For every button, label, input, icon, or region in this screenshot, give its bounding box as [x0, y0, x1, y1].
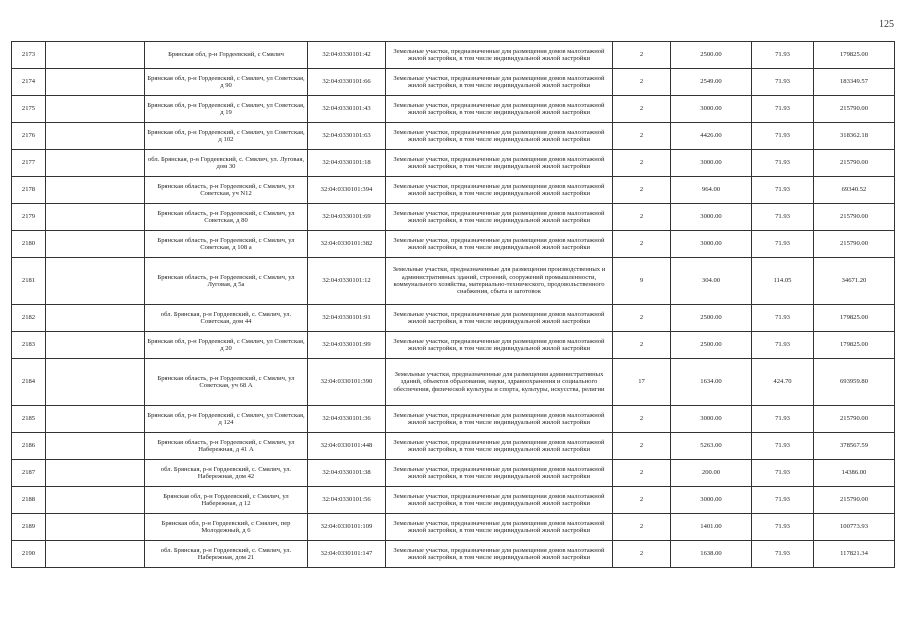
row-number-cell: 2177 [12, 150, 46, 177]
area-cell: 3000.00 [671, 231, 752, 258]
address-cell: обл. Брянская, р-н Гордеевский, с. Смялич, ул. Набережная, дом 21 [145, 541, 308, 568]
cadastral-number-cell: 32:04:0330101:63 [308, 123, 386, 150]
table-row [12, 69, 895, 96]
group-number-cell: 2 [613, 42, 671, 69]
cadastral-value-cell: 215790.00 [814, 204, 895, 231]
cadastral-rate-cell: 114.05 [752, 258, 814, 305]
table-row [12, 541, 895, 568]
cadastral-value-cell: 179825.00 [814, 332, 895, 359]
empty-cell [46, 177, 145, 204]
empty-cell [46, 433, 145, 460]
group-number-cell: 2 [613, 204, 671, 231]
cadastral-number-cell: 32:04:0330101:147 [308, 541, 386, 568]
table-row [12, 177, 895, 204]
cadastral-rate-cell: 71.93 [752, 406, 814, 433]
row-number-cell: 2174 [12, 69, 46, 96]
cadastral-rate-cell: 424.70 [752, 359, 814, 406]
cadastral-number-cell: 32:04:0330101:56 [308, 487, 386, 514]
area-cell: 2500.00 [671, 305, 752, 332]
cadastral-rate-cell: 71.93 [752, 204, 814, 231]
group-number-cell: 2 [613, 123, 671, 150]
group-number-cell: 2 [613, 460, 671, 487]
area-cell: 3000.00 [671, 487, 752, 514]
cadastral-number-cell: 32:04:0330101:38 [308, 460, 386, 487]
address-cell: Брянская область, р-н Гордеевский, с Смялич, ул Набережная, д 41 А [145, 433, 308, 460]
area-cell: 5263.00 [671, 433, 752, 460]
row-number-cell: 2184 [12, 359, 46, 406]
empty-cell [46, 69, 145, 96]
row-number-cell: 2181 [12, 258, 46, 305]
row-number-cell: 2188 [12, 487, 46, 514]
row-number-cell: 2185 [12, 406, 46, 433]
area-cell: 3000.00 [671, 96, 752, 123]
cadastral-rate-cell: 71.93 [752, 514, 814, 541]
cadastral-value-cell: 378567.59 [814, 433, 895, 460]
cadastral-number-cell: 32:04:0330101:36 [308, 406, 386, 433]
address-cell: обл. Брянская, р-н Гордеевский, с. Смялич, ул. Советская, дом 44 [145, 305, 308, 332]
empty-cell [46, 514, 145, 541]
area-cell: 2549.00 [671, 69, 752, 96]
cadastral-rate-cell: 71.93 [752, 69, 814, 96]
table-row [12, 332, 895, 359]
land-use-purpose-cell: Земельные участки, предназначенные для размещения домов малоэтажной жилой застройки, в том числе индивидуальной жилой застройки [386, 150, 613, 177]
empty-cell [46, 359, 145, 406]
cadastral-value-cell: 215790.00 [814, 406, 895, 433]
group-number-cell: 2 [613, 231, 671, 258]
cadastral-rate-cell: 71.93 [752, 96, 814, 123]
address-cell: Брянская обл, р-н Гордеевский, с Смялич, ул Советская, д 20 [145, 332, 308, 359]
cadastral-rate-cell: 71.93 [752, 541, 814, 568]
cadastral-value-cell: 34671.20 [814, 258, 895, 305]
table-row [12, 305, 895, 332]
cadastral-number-cell: 32:04:0330101:42 [308, 42, 386, 69]
group-number-cell: 2 [613, 305, 671, 332]
cadastral-rate-cell: 71.93 [752, 177, 814, 204]
table-row [12, 460, 895, 487]
address-cell: обл. Брянская, р-н Гордеевский, с. Смялич, ул. Луговая, дом 30 [145, 150, 308, 177]
cadastral-value-cell: 215790.00 [814, 96, 895, 123]
area-cell: 4426.00 [671, 123, 752, 150]
empty-cell [46, 123, 145, 150]
area-cell: 964.00 [671, 177, 752, 204]
cadastral-value-cell: 14386.00 [814, 460, 895, 487]
cadastral-value-cell: 179825.00 [814, 42, 895, 69]
cadastral-value-cell: 69340.52 [814, 177, 895, 204]
land-use-purpose-cell: Земельные участки, предназначенные для размещения домов малоэтажной жилой застройки, в том числе индивидуальной жилой застройки [386, 42, 613, 69]
land-use-purpose-cell: Земельные участки, предназначенные для размещения домов малоэтажной жилой застройки, в том числе индивидуальной жилой застройки [386, 460, 613, 487]
land-use-purpose-cell: Земельные участки, предназначенные для размещения домов малоэтажной жилой застройки, в том числе индивидуальной жилой застройки [386, 305, 613, 332]
group-number-cell: 2 [613, 150, 671, 177]
area-cell: 3000.00 [671, 150, 752, 177]
row-number-cell: 2187 [12, 460, 46, 487]
area-cell: 1401.00 [671, 514, 752, 541]
group-number-cell: 2 [613, 406, 671, 433]
row-number-cell: 2176 [12, 123, 46, 150]
registry-table-body [12, 42, 895, 568]
empty-cell [46, 460, 145, 487]
table-row [12, 258, 895, 305]
cadastral-value-cell: 179825.00 [814, 305, 895, 332]
cadastral-rate-cell: 71.93 [752, 460, 814, 487]
land-use-purpose-cell: Земельные участки, предназначенные для размещения домов малоэтажной жилой застройки, в том числе индивидуальной жилой застройки [386, 514, 613, 541]
land-use-purpose-cell: Земельные участки, предназначенные для размещения производственных и административных зданий, строений, сооружений промышленности, коммунального хозяйства, материально-технического, продовольственного снабжения, сбыта и заготовок [386, 258, 613, 305]
table-row [12, 96, 895, 123]
address-cell: Брянская обл, р-н Гордеевский, с Смялич, ул Набережная, д 12 [145, 487, 308, 514]
cadastral-value-cell: 318362.18 [814, 123, 895, 150]
cadastral-value-cell: 215790.00 [814, 150, 895, 177]
cadastral-number-cell: 32:04:0330101:99 [308, 332, 386, 359]
cadastral-number-cell: 32:04:0330101:18 [308, 150, 386, 177]
row-number-cell: 2190 [12, 541, 46, 568]
address-cell: обл. Брянская, р-н Гордеевский, с. Смялич, ул. Набережная, дом 42 [145, 460, 308, 487]
empty-cell [46, 305, 145, 332]
land-use-purpose-cell: Земельные участки, предназначенные для размещения домов малоэтажной жилой застройки, в том числе индивидуальной жилой застройки [386, 433, 613, 460]
row-number-cell: 2178 [12, 177, 46, 204]
area-cell: 304.00 [671, 258, 752, 305]
table-row [12, 42, 895, 69]
cadastral-number-cell: 32:04:0330101:12 [308, 258, 386, 305]
cadastral-number-cell: 32:04:0330101:66 [308, 69, 386, 96]
empty-cell [46, 258, 145, 305]
empty-cell [46, 96, 145, 123]
address-cell: Брянская область, р-н Гордеевский, с Смялич, ул Луговая, д 5а [145, 258, 308, 305]
address-cell: Брянская обл, р-н Гордеевский, с Смялич, ул Советская, д 90 [145, 69, 308, 96]
group-number-cell: 2 [613, 177, 671, 204]
empty-cell [46, 204, 145, 231]
page-number: 125 [879, 19, 894, 30]
empty-cell [46, 332, 145, 359]
address-cell: Брянская область, р-н Гордеевский, с Смялич, ул Советская, уч N12 [145, 177, 308, 204]
cadastral-rate-cell: 71.93 [752, 150, 814, 177]
group-number-cell: 9 [613, 258, 671, 305]
table-row [12, 150, 895, 177]
empty-cell [46, 42, 145, 69]
group-number-cell: 17 [613, 359, 671, 406]
empty-cell [46, 541, 145, 568]
address-cell: Брянская обл, р-н Гордеевский, с Смялич, ул Советская, д 102 [145, 123, 308, 150]
table-row [12, 406, 895, 433]
land-use-purpose-cell: Земельные участки, предназначенные для размещения административных зданий, объектов образования, науки, здравоохранения и социального обеспечения, физической культуры и спорта, культуры, искусства, религии [386, 359, 613, 406]
address-cell: Брянская обл, р-н Гордеевский, с Смялич, ул Советская, д 124 [145, 406, 308, 433]
cadastral-rate-cell: 71.93 [752, 305, 814, 332]
row-number-cell: 2183 [12, 332, 46, 359]
land-use-purpose-cell: Земельные участки, предназначенные для размещения домов малоэтажной жилой застройки, в том числе индивидуальной жилой застройки [386, 204, 613, 231]
group-number-cell: 2 [613, 433, 671, 460]
cadastral-value-cell: 100773.93 [814, 514, 895, 541]
area-cell: 3000.00 [671, 406, 752, 433]
land-plot-registry-table [11, 41, 895, 568]
land-use-purpose-cell: Земельные участки, предназначенные для размещения домов малоэтажной жилой застройки, в том числе индивидуальной жилой застройки [386, 69, 613, 96]
row-number-cell: 2180 [12, 231, 46, 258]
cadastral-number-cell: 32:04:0330101:69 [308, 204, 386, 231]
address-cell: Брянская обл, р-н Гордеевский, с Смялич, ул Советская, д 19 [145, 96, 308, 123]
row-number-cell: 2182 [12, 305, 46, 332]
table-row [12, 123, 895, 150]
table-row [12, 487, 895, 514]
address-cell: Брянская обл, р-н Гордеевский, с Смялич [145, 42, 308, 69]
empty-cell [46, 487, 145, 514]
land-use-purpose-cell: Земельные участки, предназначенные для размещения домов малоэтажной жилой застройки, в том числе индивидуальной жилой застройки [386, 231, 613, 258]
cadastral-rate-cell: 71.93 [752, 433, 814, 460]
area-cell: 2500.00 [671, 332, 752, 359]
cadastral-number-cell: 32:04:0330101:43 [308, 96, 386, 123]
area-cell: 1634.00 [671, 359, 752, 406]
land-use-purpose-cell: Земельные участки, предназначенные для размещения домов малоэтажной жилой застройки, в том числе индивидуальной жилой застройки [386, 541, 613, 568]
cadastral-rate-cell: 71.93 [752, 123, 814, 150]
land-use-purpose-cell: Земельные участки, предназначенные для размещения домов малоэтажной жилой застройки, в том числе индивидуальной жилой застройки [386, 487, 613, 514]
land-use-purpose-cell: Земельные участки, предназначенные для размещения домов малоэтажной жилой застройки, в том числе индивидуальной жилой застройки [386, 332, 613, 359]
cadastral-number-cell: 32:04:0330101:448 [308, 433, 386, 460]
address-cell: Брянская область, р-н Гордеевский, с Смялич, ул Советская, д 80 [145, 204, 308, 231]
area-cell: 200.00 [671, 460, 752, 487]
address-cell: Брянская область, р-н Гордеевский, с Смялич, ул Советская, уч 68 А [145, 359, 308, 406]
group-number-cell: 2 [613, 332, 671, 359]
cadastral-value-cell: 215790.00 [814, 487, 895, 514]
area-cell: 1638.00 [671, 541, 752, 568]
address-cell: Брянская обл, р-н Гордеевский, с Смялич, пер Молодежный, д 6 [145, 514, 308, 541]
cadastral-value-cell: 215790.00 [814, 231, 895, 258]
table-row [12, 514, 895, 541]
cadastral-value-cell: 117821.34 [814, 541, 895, 568]
table-row [12, 433, 895, 460]
row-number-cell: 2179 [12, 204, 46, 231]
cadastral-number-cell: 32:04:0330101:382 [308, 231, 386, 258]
group-number-cell: 2 [613, 487, 671, 514]
cadastral-number-cell: 32:04:0330101:91 [308, 305, 386, 332]
row-number-cell: 2175 [12, 96, 46, 123]
empty-cell [46, 406, 145, 433]
area-cell: 2500.00 [671, 42, 752, 69]
cadastral-rate-cell: 71.93 [752, 231, 814, 258]
row-number-cell: 2186 [12, 433, 46, 460]
empty-cell [46, 231, 145, 258]
land-use-purpose-cell: Земельные участки, предназначенные для размещения домов малоэтажной жилой застройки, в том числе индивидуальной жилой застройки [386, 406, 613, 433]
table-row [12, 359, 895, 406]
cadastral-number-cell: 32:04:0330101:394 [308, 177, 386, 204]
table-row [12, 231, 895, 258]
cadastral-value-cell: 693959.80 [814, 359, 895, 406]
cadastral-rate-cell: 71.93 [752, 42, 814, 69]
cadastral-rate-cell: 71.93 [752, 332, 814, 359]
land-use-purpose-cell: Земельные участки, предназначенные для размещения домов малоэтажной жилой застройки, в том числе индивидуальной жилой застройки [386, 123, 613, 150]
area-cell: 3000.00 [671, 204, 752, 231]
row-number-cell: 2189 [12, 514, 46, 541]
table-row [12, 204, 895, 231]
group-number-cell: 2 [613, 541, 671, 568]
group-number-cell: 2 [613, 514, 671, 541]
land-use-purpose-cell: Земельные участки, предназначенные для размещения домов малоэтажной жилой застройки, в том числе индивидуальной жилой застройки [386, 96, 613, 123]
empty-cell [46, 150, 145, 177]
group-number-cell: 2 [613, 69, 671, 96]
cadastral-value-cell: 183349.57 [814, 69, 895, 96]
cadastral-number-cell: 32:04:0330101:390 [308, 359, 386, 406]
row-number-cell: 2173 [12, 42, 46, 69]
cadastral-rate-cell: 71.93 [752, 487, 814, 514]
land-use-purpose-cell: Земельные участки, предназначенные для размещения домов малоэтажной жилой застройки, в том числе индивидуальной жилой застройки [386, 177, 613, 204]
address-cell: Брянская область, р-н Гордеевский, с Смялич, ул Советская, д 108 а [145, 231, 308, 258]
group-number-cell: 2 [613, 96, 671, 123]
cadastral-number-cell: 32:04:0330101:109 [308, 514, 386, 541]
